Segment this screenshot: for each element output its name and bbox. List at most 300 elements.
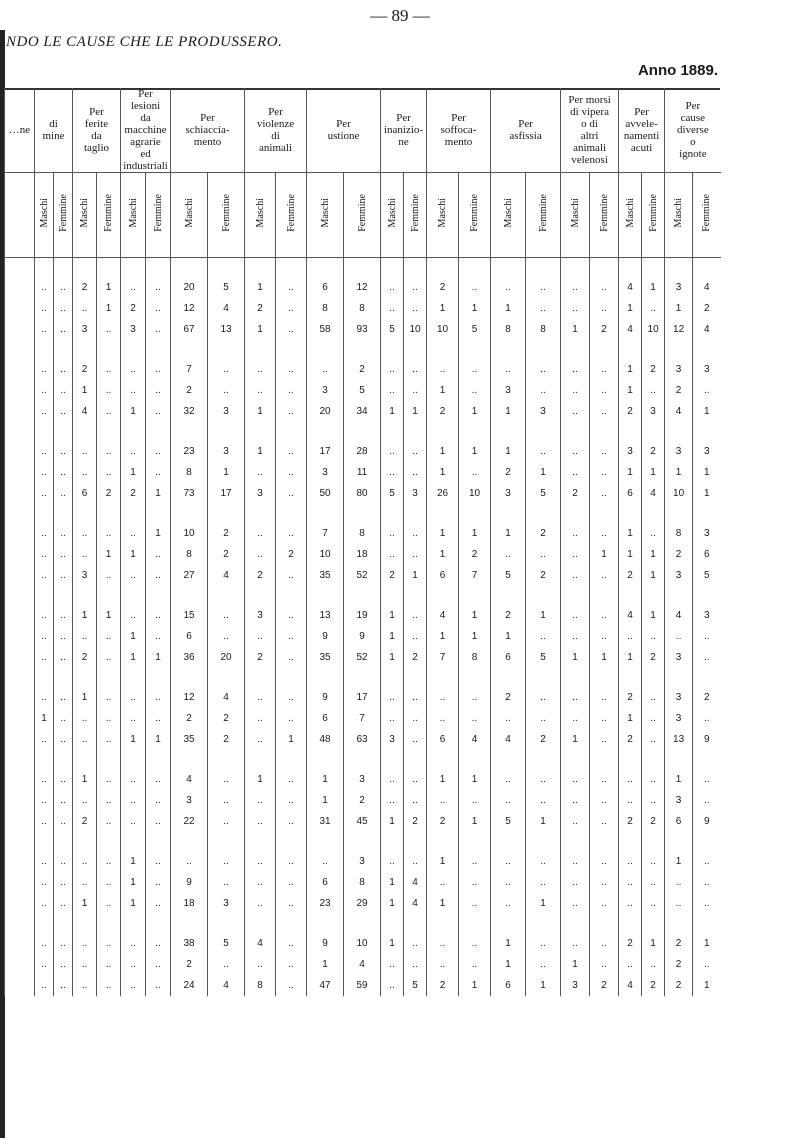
table-cell: 1	[381, 933, 404, 954]
table-cell: 31	[307, 811, 344, 832]
table-cell: 1	[73, 605, 97, 626]
table-row	[5, 893, 721, 914]
femmine-label: Femmine	[701, 193, 713, 232]
table-cell: ..	[54, 380, 73, 401]
table-cell: ..	[642, 729, 665, 750]
table-row	[5, 872, 721, 893]
table-cell: ..	[276, 851, 307, 872]
table-cell: ..	[35, 729, 54, 750]
table-cell: ..	[97, 933, 121, 954]
table-cell: ..	[526, 298, 561, 319]
table-cell: 13	[307, 605, 344, 626]
table-cell: ..	[561, 544, 590, 565]
table-cell: ..	[54, 401, 73, 422]
table-cell: 50	[307, 483, 344, 504]
table-cell: 3	[307, 380, 344, 401]
femmine-label: Femmine	[152, 193, 164, 232]
table-cell: 1	[561, 954, 590, 975]
table-cell: 20	[171, 277, 208, 298]
table-cell: 6	[73, 483, 97, 504]
table-cell: 3	[73, 319, 97, 340]
table-cell: ..	[307, 359, 344, 380]
table-cell: 36	[171, 647, 208, 668]
table-cell: ..	[73, 626, 97, 647]
table-cell: ..	[642, 298, 665, 319]
table-cell: ..	[590, 401, 619, 422]
table-cell: 6	[307, 708, 344, 729]
table-cell: 1	[665, 298, 693, 319]
column-header-8: Per soffoca- mento	[427, 88, 491, 173]
table-cell: ..	[642, 954, 665, 975]
table-cell: ..	[146, 851, 171, 872]
table-cell: ..	[208, 790, 245, 811]
column-header-4: Per schiaccia- mento	[171, 88, 245, 173]
table-cell: 2	[171, 954, 208, 975]
table-cell: ..	[35, 811, 54, 832]
table-cell: ..	[459, 687, 491, 708]
table-cell: 2	[526, 729, 561, 750]
table-cell: 1	[427, 523, 459, 544]
table-cell: 1	[245, 769, 276, 790]
table-cell: ..	[35, 687, 54, 708]
table-cell: 2	[526, 523, 561, 544]
table-cell: 1	[491, 298, 526, 319]
table-cell: ..	[146, 441, 171, 462]
table-cell: 38	[171, 933, 208, 954]
table-cell: ..	[491, 359, 526, 380]
table-cell: 2	[121, 298, 146, 319]
table-cell: ..	[276, 811, 307, 832]
table-cell: ..	[561, 380, 590, 401]
table-cell: 1	[427, 441, 459, 462]
table-cell: 4	[619, 277, 642, 298]
table-cell: ..	[619, 851, 642, 872]
table-cell: 1	[381, 401, 404, 422]
table-row	[5, 298, 721, 319]
table-cell: ..	[590, 851, 619, 872]
table-cell: ..	[404, 954, 427, 975]
column-header-9: Per asfissia	[491, 88, 561, 173]
table-cell: 6	[427, 565, 459, 586]
table-cell: ..	[526, 687, 561, 708]
table-cell: ..	[121, 565, 146, 586]
table-cell: 80	[344, 483, 381, 504]
table-row	[5, 319, 721, 340]
table-cell: ..	[97, 380, 121, 401]
table-cell: ..	[35, 769, 54, 790]
table-cell: 18	[171, 893, 208, 914]
table-cell: ..	[381, 441, 404, 462]
table-cell: ..	[381, 790, 404, 811]
table-cell: ..	[590, 626, 619, 647]
table-cell: ..	[245, 380, 276, 401]
table-cell: 34	[344, 401, 381, 422]
row-label-cell	[5, 462, 35, 483]
table-cell: ..	[561, 359, 590, 380]
table-cell: ..	[276, 708, 307, 729]
sex-subheader-row	[5, 173, 721, 258]
table-cell: 7	[307, 523, 344, 544]
table-cell: ..	[561, 523, 590, 544]
maschi-label: Maschi	[569, 197, 581, 228]
table-cell: 9	[693, 729, 721, 750]
table-cell: 2	[561, 483, 590, 504]
table-cell: 2	[642, 359, 665, 380]
table-cell: 1	[381, 626, 404, 647]
table-cell: ..	[404, 441, 427, 462]
table-cell: 9	[307, 933, 344, 954]
table-cell: 93	[344, 319, 381, 340]
table-cell: ..	[491, 872, 526, 893]
table-cell: ..	[54, 523, 73, 544]
table-cell: 5	[491, 565, 526, 586]
table-cell: ..	[245, 544, 276, 565]
table-cell: 8	[344, 523, 381, 544]
table-cell: ..	[276, 319, 307, 340]
table-cell: ..	[146, 565, 171, 586]
table-cell: 2	[693, 298, 721, 319]
table-cell: ..	[459, 380, 491, 401]
table-cell: 4	[642, 483, 665, 504]
maschi-label: Maschi	[502, 197, 514, 228]
table-cell: 2	[208, 523, 245, 544]
table-cell: ..	[404, 708, 427, 729]
table-cell: 2	[344, 359, 381, 380]
table-cell: 1	[121, 729, 146, 750]
table-cell: ..	[665, 872, 693, 893]
column-header-10: Per morsi di vipera o di altri animali velenosi	[561, 88, 619, 173]
table-cell: ..	[54, 954, 73, 975]
table-cell: ..	[54, 298, 73, 319]
table-cell: 1	[427, 462, 459, 483]
table-row	[5, 729, 721, 750]
maschi-label: Maschi	[319, 197, 331, 228]
table-cell: ..	[404, 851, 427, 872]
table-cell: 35	[307, 565, 344, 586]
table-cell: 67	[171, 319, 208, 340]
table-cell: ..	[491, 708, 526, 729]
table-cell: ..	[54, 277, 73, 298]
table-cell: 2	[491, 605, 526, 626]
table-cell: ..	[208, 626, 245, 647]
table-cell: 10	[665, 483, 693, 504]
table-cell: ..	[97, 401, 121, 422]
table-cell: 1	[427, 769, 459, 790]
table-cell: 32	[171, 401, 208, 422]
table-cell: ..	[35, 893, 54, 914]
row-label-cell	[5, 401, 35, 422]
table-cell: 1	[73, 769, 97, 790]
table-cell: 1	[427, 380, 459, 401]
table-cell: 1	[73, 893, 97, 914]
table-cell: 1	[693, 975, 721, 996]
row-label-cell	[5, 975, 35, 996]
row-label-cell	[5, 647, 35, 668]
table-cell: ..	[97, 851, 121, 872]
table-cell: 1	[97, 605, 121, 626]
table-cell: 1	[381, 647, 404, 668]
table-cell: ..	[97, 462, 121, 483]
table-cell: ..	[665, 893, 693, 914]
table-cell: 2	[73, 277, 97, 298]
table-cell: ..	[121, 769, 146, 790]
table-cell: 5	[526, 647, 561, 668]
table-cell: 2	[427, 811, 459, 832]
table-cell: ..	[642, 893, 665, 914]
table-cell: ..	[121, 359, 146, 380]
table-cell: 2	[404, 811, 427, 832]
table-cell: 2	[665, 933, 693, 954]
table-cell: ..	[276, 872, 307, 893]
table-cell: ..	[146, 687, 171, 708]
table-cell: 2	[208, 544, 245, 565]
table-cell: ..	[459, 933, 491, 954]
table-cell: 1	[665, 851, 693, 872]
table-cell: 2	[642, 647, 665, 668]
column-header-6: Per ustione	[307, 88, 381, 173]
table-row	[5, 933, 721, 954]
table-cell: ..	[97, 626, 121, 647]
table-cell: ..	[97, 687, 121, 708]
table-cell: ..	[665, 626, 693, 647]
table-cell: ..	[491, 769, 526, 790]
table-cell: ..	[35, 380, 54, 401]
table-cell: 6	[171, 626, 208, 647]
table-cell: ..	[459, 359, 491, 380]
table-cell: ..	[619, 626, 642, 647]
table-cell: ..	[693, 708, 721, 729]
table-cell: 23	[307, 893, 344, 914]
table-cell: 1	[642, 605, 665, 626]
table-cell: 1	[121, 647, 146, 668]
table-cell: ..	[208, 359, 245, 380]
table-cell: 8	[344, 872, 381, 893]
table-cell: ..	[245, 523, 276, 544]
table-cell: 3	[208, 401, 245, 422]
maschi-label: Maschi	[254, 197, 266, 228]
table-cell: ..	[526, 359, 561, 380]
table-cell: ..	[121, 605, 146, 626]
table-cell: 1	[491, 933, 526, 954]
table-cell: ..	[561, 687, 590, 708]
subheader-maschi	[427, 173, 459, 258]
table-cell: ..	[693, 647, 721, 668]
table-cell: 3	[491, 483, 526, 504]
table-cell: 1	[208, 462, 245, 483]
table-cell: ..	[146, 277, 171, 298]
table-cell: 8	[344, 298, 381, 319]
table-cell: ..	[54, 851, 73, 872]
table-cell: 2	[404, 647, 427, 668]
table-cell: ..	[54, 565, 73, 586]
table-cell: ..	[381, 277, 404, 298]
table-cell: ..	[146, 975, 171, 996]
table-cell: ..	[381, 462, 404, 483]
table-cell: ..	[619, 893, 642, 914]
table-cell: ..	[35, 462, 54, 483]
table-cell: 1	[97, 298, 121, 319]
table-cell: ..	[146, 359, 171, 380]
table-cell: 1	[561, 319, 590, 340]
table-cell: 10	[404, 319, 427, 340]
table-cell: 4	[459, 729, 491, 750]
table-cell: ..	[404, 933, 427, 954]
spacer-row	[5, 750, 721, 769]
table-cell: ..	[491, 277, 526, 298]
row-label-cell	[5, 933, 35, 954]
table-cell: 1	[404, 565, 427, 586]
table-cell: ..	[404, 769, 427, 790]
table-cell: 3	[245, 605, 276, 626]
table-cell: ..	[54, 626, 73, 647]
table-cell: ..	[171, 851, 208, 872]
femmine-label: Femmine	[285, 193, 297, 232]
table-cell: 1	[693, 933, 721, 954]
table-cell: 1	[459, 975, 491, 996]
table-cell: 3	[121, 319, 146, 340]
subheader-maschi	[73, 173, 97, 258]
table-cell: 2	[73, 647, 97, 668]
table-cell: 1	[276, 729, 307, 750]
table-cell: ..	[642, 769, 665, 790]
table-cell: 1	[459, 769, 491, 790]
table-cell: ..	[35, 523, 54, 544]
table-cell: ..	[35, 319, 54, 340]
table-row	[5, 380, 721, 401]
table-cell: 8	[665, 523, 693, 544]
table-cell: ..	[381, 954, 404, 975]
maschi-label: Maschi	[183, 197, 195, 228]
row-label-cell	[5, 687, 35, 708]
table-cell: 1	[619, 647, 642, 668]
table-cell: 5	[491, 811, 526, 832]
table-cell: ..	[619, 769, 642, 790]
table-cell: 73	[171, 483, 208, 504]
table-cell: ..	[590, 954, 619, 975]
table-cell: ..	[526, 544, 561, 565]
table-cell: ..	[245, 893, 276, 914]
table-cell: 2	[665, 954, 693, 975]
table-cell: ..	[146, 380, 171, 401]
column-header-2: Per ferite da taglio	[73, 88, 121, 173]
table-cell: ..	[276, 298, 307, 319]
table-cell: ..	[590, 441, 619, 462]
table-cell: 2	[97, 483, 121, 504]
table-cell: ..	[459, 277, 491, 298]
table-cell: ..	[146, 933, 171, 954]
table-cell: ..	[35, 605, 54, 626]
table-cell: 1	[619, 359, 642, 380]
femmine-label: Femmine	[598, 193, 610, 232]
table-cell: 8	[491, 319, 526, 340]
table-cell: 6	[665, 811, 693, 832]
table-cell: 6	[491, 975, 526, 996]
table-cell: 1	[381, 893, 404, 914]
table-cell: 29	[344, 893, 381, 914]
table-cell: 5	[404, 975, 427, 996]
table-row	[5, 975, 721, 996]
table-cell: ..	[97, 729, 121, 750]
subheader-maschi	[121, 173, 146, 258]
column-header-12: Per cause diverse o ignote	[665, 88, 721, 173]
table-cell: ..	[245, 851, 276, 872]
table-cell: ..	[35, 544, 54, 565]
table-row	[5, 401, 721, 422]
table-cell: ..	[427, 359, 459, 380]
femmine-label: Femmine	[647, 193, 659, 232]
table-cell: 1	[245, 319, 276, 340]
table-cell: 3	[73, 565, 97, 586]
table-cell: ..	[54, 647, 73, 668]
table-cell: 1	[619, 380, 642, 401]
table-cell: 8	[245, 975, 276, 996]
table-cell: ..	[146, 544, 171, 565]
table-cell: 6	[491, 647, 526, 668]
table-cell: 1	[427, 893, 459, 914]
row-label-cell	[5, 483, 35, 504]
table-cell: 2	[245, 647, 276, 668]
table-cell: 10	[459, 483, 491, 504]
table-cell: ..	[590, 605, 619, 626]
table-cell: ..	[307, 851, 344, 872]
table-cell: ..	[35, 647, 54, 668]
table-cell: ..	[642, 851, 665, 872]
table-cell: ..	[642, 523, 665, 544]
row-label-cell	[5, 298, 35, 319]
table-cell: ..	[590, 893, 619, 914]
subheader-maschi	[245, 173, 276, 258]
table-cell: ..	[146, 605, 171, 626]
table-cell: 5	[526, 483, 561, 504]
table-cell: ..	[146, 872, 171, 893]
table-cell: ..	[276, 483, 307, 504]
table-cell: 1	[693, 483, 721, 504]
table-cell: ..	[146, 401, 171, 422]
table-cell: ..	[276, 401, 307, 422]
table-cell: 2	[619, 687, 642, 708]
table-cell: 1	[381, 605, 404, 626]
table-cell: 1	[590, 647, 619, 668]
table-row	[5, 954, 721, 975]
table-cell: 3	[491, 380, 526, 401]
table-cell: ..	[526, 790, 561, 811]
table-cell: ..	[121, 523, 146, 544]
table-cell: ..	[245, 708, 276, 729]
table-cell: ..	[121, 708, 146, 729]
table-cell: ..	[642, 872, 665, 893]
table-cell: 8	[171, 544, 208, 565]
table-cell: 1	[619, 298, 642, 319]
table-cell: ..	[459, 954, 491, 975]
table-cell: 17	[208, 483, 245, 504]
table-cell: ..	[459, 790, 491, 811]
table-cell: ..	[54, 483, 73, 504]
table-cell: ..	[245, 954, 276, 975]
column-header-5: Per violenze di animali	[245, 88, 307, 173]
table-cell: ..	[561, 893, 590, 914]
table-cell: 2	[491, 687, 526, 708]
table-cell: ..	[693, 954, 721, 975]
table-cell: ..	[54, 319, 73, 340]
subheader-maschi	[171, 173, 208, 258]
header-row	[5, 88, 721, 173]
table-cell: ..	[590, 359, 619, 380]
table-cell: 4	[427, 605, 459, 626]
table-cell: ..	[54, 708, 73, 729]
table-cell: 2	[171, 380, 208, 401]
table-cell: 1	[146, 729, 171, 750]
table-cell: 45	[344, 811, 381, 832]
